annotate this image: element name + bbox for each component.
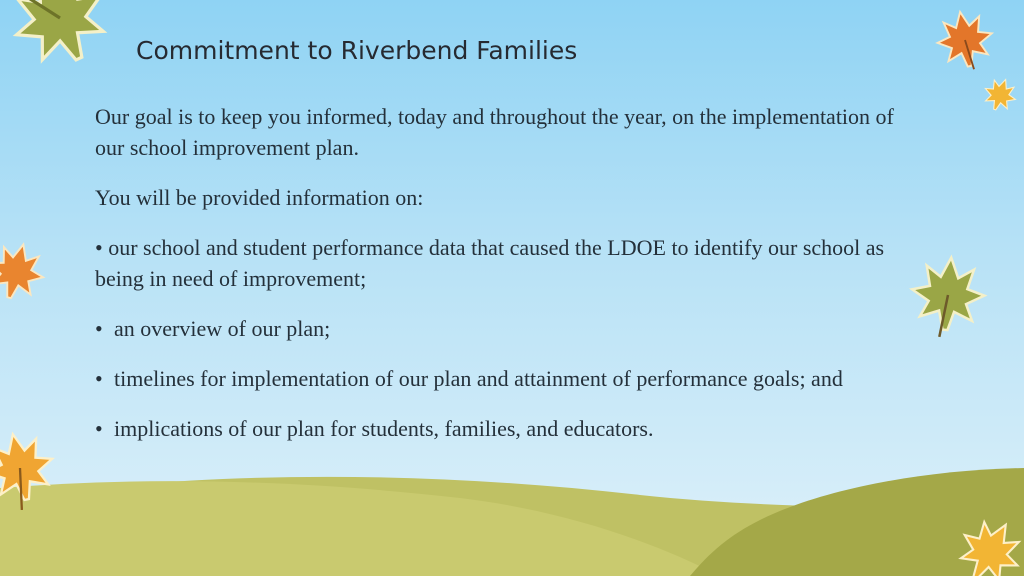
slide-title: Commitment to Riverbend Families bbox=[136, 36, 578, 65]
bullet-item bbox=[95, 363, 895, 394]
bullet-item bbox=[95, 413, 895, 444]
bullet-marker: • bbox=[95, 366, 103, 391]
bullet-item bbox=[95, 232, 895, 294]
leaf-top-right-small-icon bbox=[980, 74, 1021, 115]
slide-body bbox=[95, 101, 895, 463]
lead-paragraph: You will be provided information on: bbox=[95, 185, 424, 210]
bullet-marker: • bbox=[95, 316, 103, 341]
bullet-item bbox=[95, 313, 895, 344]
bullet-text: an overview of our plan; bbox=[114, 316, 331, 341]
bullet-text: implications of our plan for students, families, and educators. bbox=[114, 416, 654, 441]
leaf-top-right-large-icon bbox=[933, 7, 997, 75]
bullet-marker: • bbox=[95, 416, 103, 441]
bullet-marker: • bbox=[95, 235, 103, 260]
leaf-top-left-icon bbox=[0, 0, 121, 78]
intro-paragraph: Our goal is to keep you informed, today and throughout the year, on the implementation of our school improvement plan. bbox=[95, 104, 894, 160]
bullet-text: our school and student performance data that caused the LDOE to identify our school as being in need of improvement; bbox=[95, 235, 885, 291]
bullet-text: timelines for implementation of our plan and attainment of performance goals; and bbox=[114, 366, 843, 391]
leaf-mid-left-icon bbox=[0, 237, 50, 304]
leaf-mid-right-icon bbox=[908, 254, 987, 340]
